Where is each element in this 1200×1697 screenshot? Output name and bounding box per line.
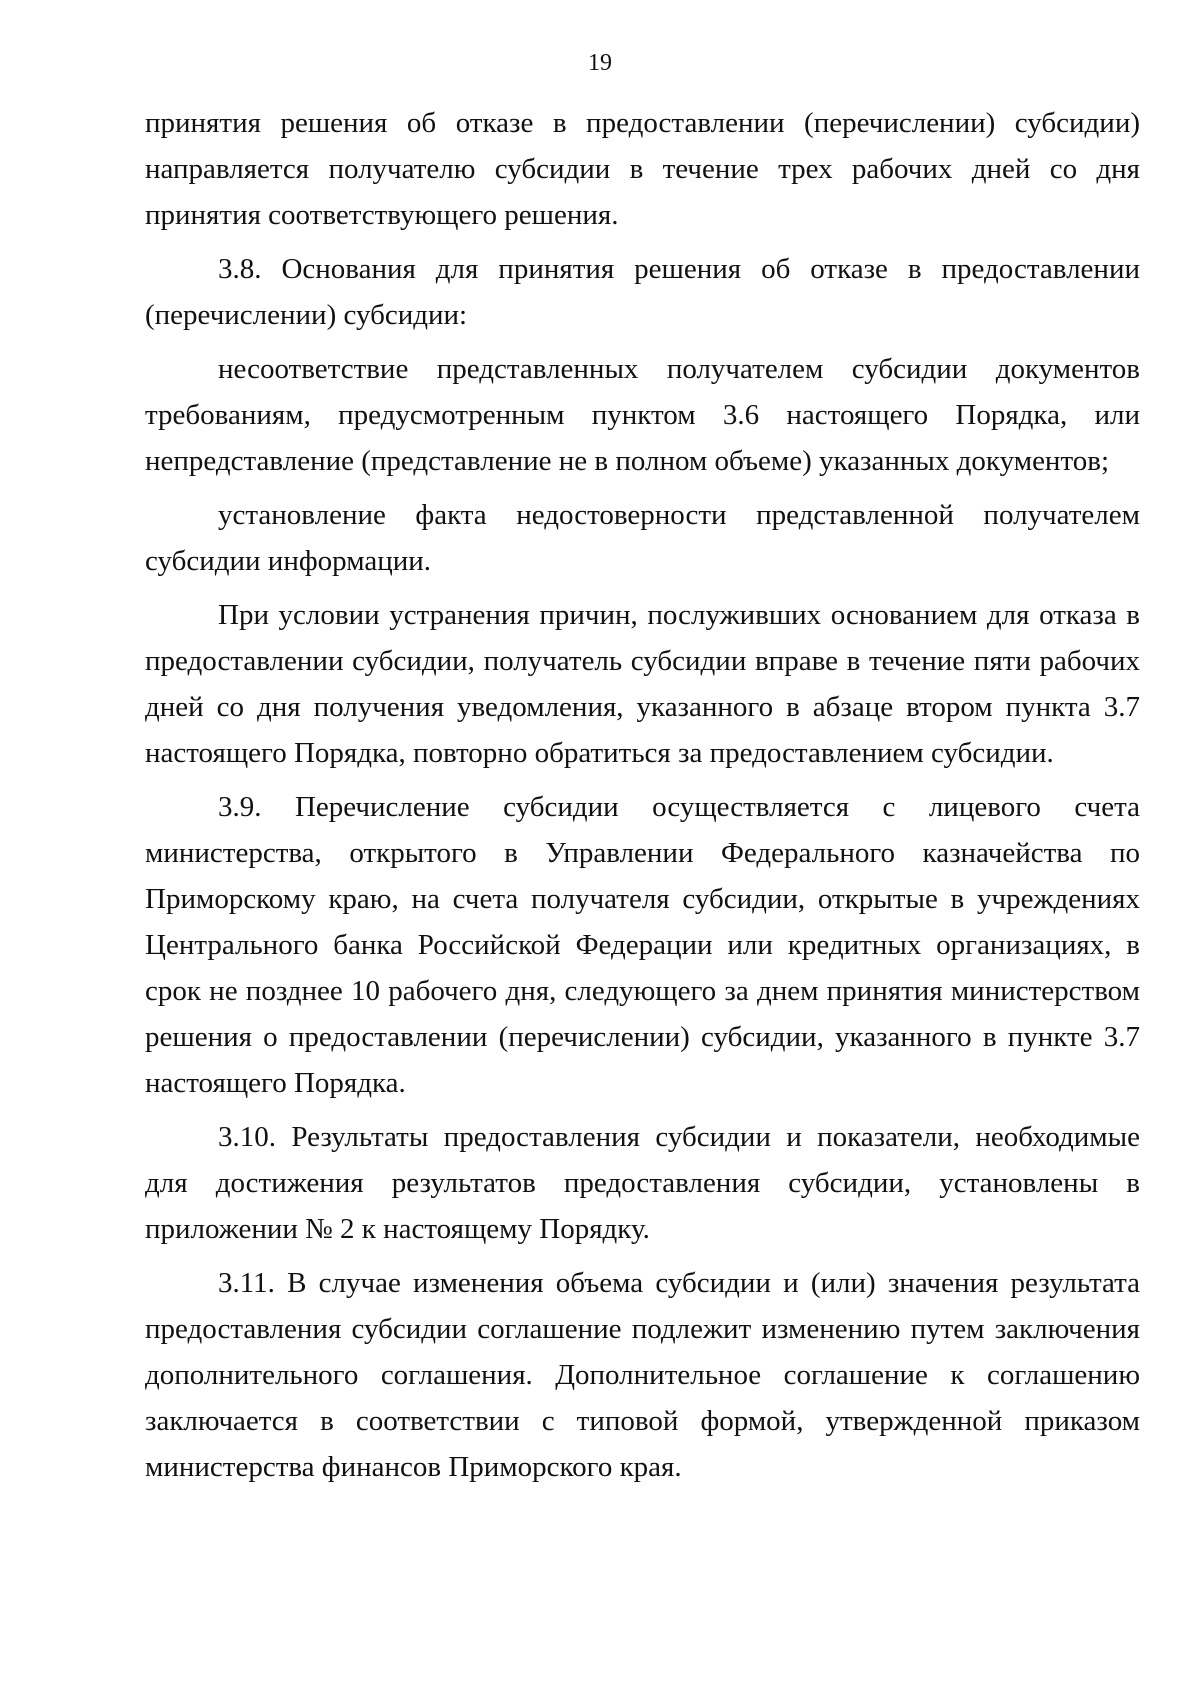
paragraph-3-8: 3.8. Основания для принятия решения об отказе в предоставлении (перечислении) субсидии: bbox=[145, 253, 1140, 331]
paragraph-3-9: 3.9. Перечисление субсидии осуществляется с лицевого счета министерства, открытого в Управлении Федерального казначейства по Приморскому краю, на счета получателя субсидии, открытые в учреждениях Центрального банка Российской Федерации или кредитных организациях, в срок не позднее 10 рабочего дня, следующего за днем принятия министерством решения о предоставлении (перечислении) субсидии, указанного в пункте 3.7 настоящего Порядка. bbox=[145, 791, 1140, 1099]
paragraph-continuation: принятия решения об отказе в предоставлении (перечислении) субсидии) направляется получателю субсидии в течение трех рабочих дней со дня принятия соответствующего решения. bbox=[145, 107, 1140, 231]
paragraph-grounds-inaccuracy: установление факта недостоверности представленной получателем субсидии информации. bbox=[145, 499, 1140, 577]
paragraph-3-10: 3.10. Результаты предоставления субсидии и показатели, необходимые для достижения результатов предоставления субсидии, установлены в приложении № 2 к настоящему Порядку. bbox=[145, 1121, 1140, 1245]
document-body bbox=[145, 100, 1140, 1490]
paragraph-3-11: 3.11. В случае изменения объема субсидии и (или) значения результата предоставления субсидии соглашение подлежит изменению путем заключения дополнительного соглашения. Дополнительное соглашение к соглашению заключается в соответствии с типовой формой, утвержденной приказом министерства финансов Приморского края. bbox=[145, 1267, 1140, 1483]
paragraph-resubmission: При условии устранения причин, послуживших основанием для отказа в предоставлении субсидии, получатель субсидии вправе в течение пяти рабочих дней со дня получения уведомления, указанного в абзаце втором пункта 3.7 настоящего Порядка, повторно обратиться за предоставлением субсидии. bbox=[145, 599, 1140, 769]
paragraph-grounds-noncompliance: несоответствие представленных получателем субсидии документов требованиям, предусмотренным пунктом 3.6 настоящего Порядка, или непредставление (представление не в полном объеме) указанных документов; bbox=[145, 353, 1140, 477]
page-number: 19 bbox=[588, 50, 612, 76]
